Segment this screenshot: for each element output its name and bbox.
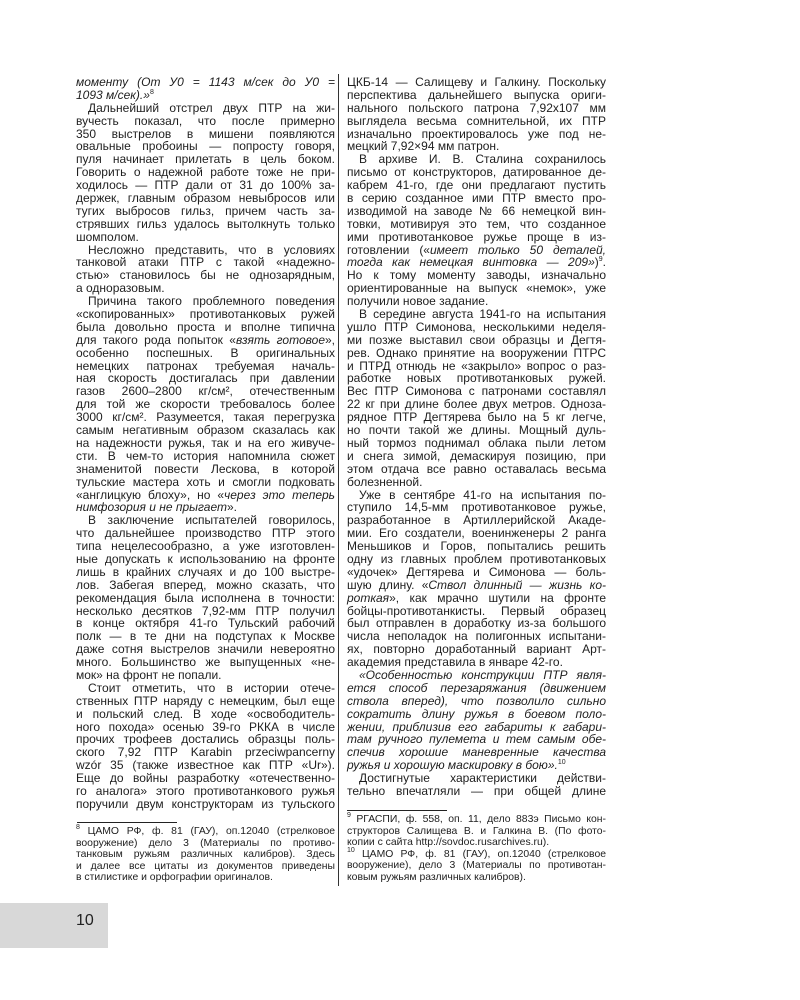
text-line [76, 334, 335, 347]
text-line: рекомендация была исполнена в точности: [76, 590, 335, 605]
text-line: сти. В чем-то история напомнила сюжет [76, 448, 335, 463]
text-line: но почти такой же длины. Мощный дуль- [347, 423, 606, 438]
text-line: шомполом. [76, 229, 139, 244]
text-line: Еще до войны разработку «отечественно- [76, 771, 335, 786]
italic-quote: ружья и хорошую маскировку в бою». [347, 758, 558, 773]
italic-quote: сократить длину ружья в боевом поло- [347, 706, 606, 721]
footnote-line: в стилистике и орфографии оригиналов. [76, 872, 273, 883]
text-line: мецкий 7,92×94 мм патрон. [347, 139, 500, 154]
text-line: лов. Забегая вперед, можно сказать, что [76, 577, 335, 592]
text-line: тельно впечатляли — при общей длине [347, 783, 606, 798]
text-line: Говорить о надежной работе тоже не при- [76, 165, 335, 180]
text-line: что дальнейшее производство ПТР этого [76, 526, 335, 541]
footnote-marker: 9 [347, 812, 351, 819]
text-segment: ЦАМО РФ, ф. 81 (ГАУ), оп.12040 (стрелковое [354, 848, 606, 860]
footnote-line [347, 814, 606, 826]
text-line: Вес ПТР Симонова с патронами составлял [347, 384, 606, 399]
italic-quote: ется способ перезаряжания (движением [347, 680, 606, 695]
text-line: wzór 35 (также известное как ПТР «Ur»). [76, 758, 335, 773]
text-line: рев. Однако принятие на вооружении ПТРС [347, 345, 606, 360]
text-line: академия представила в январе 42-го. [347, 655, 563, 670]
text-segment: готовлении (« [347, 242, 430, 257]
text-segment: для такого рода попыток « [76, 332, 236, 347]
text-line: Дальнейший отстрел двух ПТР на жи- [88, 100, 335, 115]
text-line: много. Большинство же выпущенных «не- [76, 655, 335, 670]
left-text-column [76, 76, 335, 811]
text-line: В заключение испытателей говорилось, [88, 513, 335, 528]
text-line: ный тормоз поднимал облака пыли летом [347, 435, 606, 450]
text-segment: «англицкую блоху», но « [76, 487, 225, 502]
text-line: письмо от конструкторов, датированное де- [347, 165, 606, 180]
text-line: числа неполадок на полигонных испытани- [347, 629, 606, 644]
text-segment: ) [594, 255, 599, 270]
text-segment: », как мрачно шутили на фронте [389, 590, 606, 605]
footnote-marker: 8 [149, 88, 154, 96]
paragraph [76, 244, 335, 296]
italic-quote: Ствол длинный — жизнь ко- [428, 577, 607, 592]
text-line: болезненной. [347, 474, 423, 489]
footnote-line: вооружение) дело 3 (Материалы по противо- [76, 837, 335, 849]
text-line: ушло ПТР Симонова, несколькими неделя- [347, 319, 606, 334]
text-line: получили новое задание. [347, 294, 489, 309]
paragraph [76, 682, 335, 811]
italic-quote: роткая [347, 590, 390, 605]
text-line: знаменитой повести Лескова, в которой [76, 461, 335, 476]
text-line: держек, главным образом невыбросов или [76, 191, 335, 206]
text-line: даже сотня выстрелов значили невероятно [76, 642, 335, 657]
text-line: Достигнутые характеристики действи- [359, 771, 606, 786]
text-line: для той же скорости требовалось более [76, 397, 335, 412]
italic-quote: спечив хорошие маневренные качества [347, 745, 606, 760]
text-line: была довольно проста и вполне типична [76, 319, 335, 334]
italic-quote: через это теперь [224, 487, 335, 502]
text-line: этом отдача все равно оставалась весьма [347, 461, 606, 476]
text-line: танковой атаки ПТР с такой «надежно- [76, 255, 335, 270]
text-line: лишь в крайних случаях и до 100 выстре- [76, 564, 335, 579]
italic-quote: там ручного пулемета и тем самым обе- [347, 732, 606, 747]
text-line: бойцы-противотанкисты. Первый образец [347, 603, 606, 618]
footnote-line: вооружение), дело 3 (Материалы по противотан- [347, 860, 606, 871]
page-number: 10 [76, 912, 94, 929]
italic-quote: нимфозория и не прыгает [76, 500, 227, 515]
footnote-line [347, 846, 606, 861]
text-line: ими противотанковое ружье проще в из- [347, 229, 606, 244]
paragraph [347, 772, 606, 798]
text-line: Стоит отметить, что в истории отече- [88, 680, 335, 695]
text-line: нального польского патрона 7,92х107 мм [347, 100, 606, 115]
text-line: немецких патронах требуемая началь- [76, 358, 335, 373]
text-line: на надежности ружья, так и на его живуче- [76, 435, 335, 450]
text-line: типа нецелесообразно, а уже изготовлен- [76, 539, 335, 554]
text-line: го аналога» этого противотанкового ружья [76, 783, 335, 798]
italic-quote: имеет только 50 деталей, [429, 242, 606, 257]
footnote [76, 826, 335, 884]
text-line: и ПТРД отнюдь не «закрыло» вопрос о раз- [347, 358, 606, 373]
text-line: ми позже выставил свои образцы и Дегтя- [347, 332, 606, 347]
text-line: 22 кг при длине более двух метров. Одноза- [347, 397, 606, 412]
footnote-marker: 8 [76, 824, 80, 831]
text-line [347, 592, 606, 605]
footnote [347, 814, 606, 849]
footnote [347, 846, 606, 884]
footnotes-right [347, 814, 606, 883]
italic-quote: моменту (От У0 = 1143 м/сек до У0 = [76, 75, 335, 89]
text-line: мок» на фронт не попали. [76, 667, 222, 682]
text-line: прочих трофеев достались образцы поль- [76, 732, 335, 747]
text-segment: . [602, 255, 606, 270]
italic-quote: 1093 м/сек).» [76, 87, 150, 102]
text-line: был отправлен в доработку из-за большого [347, 616, 606, 631]
italic-quote: взять готовое [235, 332, 325, 347]
text-line: одну из главных проблем противотанковых [347, 551, 606, 566]
text-line: ходилось — ПТР дали от 31 до 100% за- [76, 178, 335, 193]
text-line: изначально проектировалось уже под не- [347, 126, 606, 141]
text-line: перспектива дальнейшего выпуска ориги- [347, 87, 606, 102]
text-segment: шую длину. « [347, 577, 429, 592]
text-line: ориентированные на выпуск «немок», уже [347, 281, 606, 296]
text-line: стью» становилось бы не однозарядным, [76, 268, 335, 283]
text-line: 350 выстрелов в мишени появляются [76, 126, 335, 141]
text-line: и польский след. В ходе «освободитель- [76, 706, 335, 721]
text-line: вучесть показал, что после примерно [76, 113, 335, 128]
text-segment: ». [227, 500, 238, 515]
text-line: разработанное в Артиллерийской Акаде- [347, 513, 606, 528]
column-divider [338, 74, 339, 886]
text-line: Несложно представить, что в условиях [88, 242, 335, 257]
text-line: В архиве И. В. Сталина сохранилось [359, 152, 606, 167]
footnote-marker: 9 [598, 256, 603, 264]
italic-quote: тогда как немецкая винтовка — 209» [347, 255, 595, 270]
text-line: ского 7,92 ПТР Karabin przeciwpancerny [76, 745, 335, 760]
text-line: ные допускать к использованию на фронте [76, 551, 335, 566]
text-line: рядное ПТР Дегтярева было на 5 кг легче, [347, 410, 606, 425]
text-line: Меньшиков и Горов, попытались решить [347, 539, 606, 554]
text-line: ного похода» осенью 39-го РККА в числе [76, 719, 335, 734]
right-text-column [347, 76, 606, 798]
italic-quote: «Особенностью конструкции ПТР явля- [359, 667, 606, 682]
text-line: Но к тому моменту заводы, изначально [347, 268, 606, 283]
text-line: и снега зимой, демаскируя позицию, при [347, 448, 606, 463]
footnotes-left [76, 826, 335, 884]
text-line: поручили двум конструкторам из тульского [76, 796, 335, 811]
footnote-line: копии с сайта http://sovdoc.rusarchives.ru). [347, 837, 550, 848]
text-line: изводимой на заводе № 66 немецкой вин- [347, 203, 606, 218]
text-line: в серию созданное ими ПТР вместо про- [347, 191, 606, 206]
text-line: «удочек» Дегтярева и Симонова — боль- [347, 564, 606, 579]
paragraph [347, 153, 606, 308]
italic-quote: жении, приблизив его габариты к габари- [347, 719, 606, 734]
text-line: ственных ПТР наряду с немецким, был еще [76, 693, 335, 708]
text-line: ная скорость достигалась при давлении [76, 371, 335, 386]
text-line: овальные пробоины — попросту говоря, [76, 139, 335, 154]
text-line: пуля начинает прилетать в цель боком. [76, 152, 335, 167]
text-line: тульские мастера хоть и смогли подковать [76, 474, 335, 489]
text-line: особенно поспешных. В оригинальных [76, 345, 335, 360]
footnote-line: структоров Салищева В. и Галкина В. (По фото- [347, 825, 606, 837]
text-line: несколько десятков 7,92-мм ПТР получил [76, 603, 335, 618]
text-line: ях, повторно доработанный вариант Арт- [347, 642, 606, 657]
text-segment: ЦАМО РФ, ф. 81 (ГАУ), оп.12040 (стрелковое [79, 826, 335, 837]
footnote-line [76, 826, 335, 838]
footnote-rule-left [77, 822, 177, 823]
footnote-rule-right [347, 810, 447, 811]
paragraph [347, 669, 606, 772]
text-line: работке новых противотанковых ружей. [347, 371, 606, 386]
footnote-marker: 10 [557, 759, 566, 767]
text-line: выглядела весьма сомнительной, их ПТР [347, 113, 606, 128]
paragraph [76, 295, 335, 514]
paragraph [347, 76, 606, 153]
paragraph [76, 102, 335, 244]
text-line: стрявших гильз удалось вытолкнуть только [76, 216, 335, 231]
text-line: кабрем 41-го, где они предлагают пустить [347, 178, 606, 193]
text-line: 3000 кг/см². Разумеется, такая перегрузка [76, 410, 335, 425]
text-line: товки, мотивируя это тем, что созданное [347, 216, 606, 231]
text-line [76, 89, 335, 102]
italic-quote: ствола вперед), что позволило сильно [347, 693, 606, 708]
paragraph [76, 514, 335, 682]
text-line: Причина такого проблемного поведения [88, 294, 335, 309]
text-line: Уже в сентябре 41-го на испытания по- [359, 487, 606, 502]
text-line: самым негативным образом сказалась как [76, 423, 335, 438]
text-segment: », [325, 332, 336, 347]
text-line: В середине августа 1941-го на испытания [359, 307, 606, 322]
paragraph [347, 489, 606, 669]
footnote-marker: 10 [347, 846, 355, 854]
footnote-line: танковым ружьям различных калибров). Здесь [76, 849, 335, 860]
text-segment: РГАСПИ, ф. 558, оп. 11, дело 883э Письмо кон- [350, 814, 606, 825]
text-line: мии. Его создатели, военинженеры 2 ранга [347, 526, 606, 541]
text-line: а одноразовым. [76, 281, 165, 296]
text-line: ЦКБ-14 — Салищеву и Галкину. Поскольку [347, 75, 606, 89]
text-line: ступило 14,5-мм противотанковое ружье, [347, 500, 606, 515]
text-line: «скопированных» противотанковых ружей [76, 307, 335, 322]
text-line: полк — в те дни на подступах к Москве [76, 629, 335, 644]
paragraph [76, 76, 335, 102]
footnote-line: и далее все цитаты из документов приведены [76, 860, 335, 872]
text-line: газов 2600–2800 кг/см², отечественным [76, 384, 335, 399]
text-line: тугих выбросов гильз, причем часть за- [76, 203, 335, 218]
paragraph [347, 308, 606, 488]
footnote-line: ковым ружьям различных калибров). [347, 871, 526, 883]
text-line: в конце октября 41-го Тульский рабочий [76, 616, 335, 631]
